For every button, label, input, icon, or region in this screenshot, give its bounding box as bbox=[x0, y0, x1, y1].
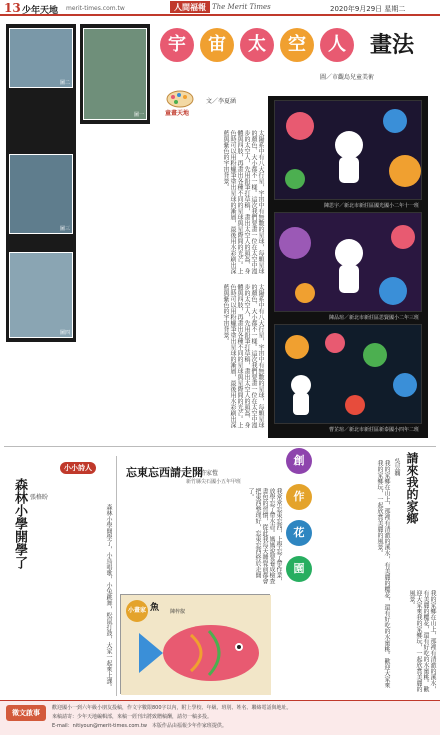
photo-4 bbox=[9, 252, 73, 338]
photo-strip bbox=[6, 24, 76, 342]
story-school: 新竹縣尖石國小五年甲班 bbox=[186, 479, 242, 485]
fish-title: 魚 bbox=[150, 603, 160, 613]
feature-body-upper: 太陽系中有八大行星，宇宙中有無數的星球，每顆星球的顏色、大小都不一樣。這次我們要畫一位在太空中漫步的太空人，先用鉛筆打草稿，畫出太空人的頭盔、身體與四肢，再畫出各種不同的星球與星際間的光芒。上色時可以用粉蠟筆塗出星球的漸層，最後用水彩刷出深藍與紫色的宇宙背景。 bbox=[222, 130, 264, 274]
astronaut-artwork bbox=[275, 213, 423, 313]
palette-icon bbox=[165, 90, 195, 108]
column-divider bbox=[116, 456, 117, 696]
issue-date: 2020年9月29日 星期二 bbox=[330, 5, 406, 13]
title-tail: 畫法 bbox=[370, 32, 415, 58]
footer-line: 來稿請寄：少年天地編輯部，來稿一經刊出將致贈稿酬，請勿一稿多投。 bbox=[52, 714, 213, 720]
footer-line: 歡迎國小一到六年級小朋友投稿，作文字數限800字以內，附上學校、年級、班別、姓名、聯絡電話與地址。 bbox=[52, 705, 292, 711]
photo-3 bbox=[9, 154, 73, 234]
artwork-caption: 曹芷瑄／新北市新莊區新泰國小四年二班 bbox=[328, 427, 419, 433]
feature-body-lower: 太陽系中有八大行星，宇宙中有無數的星球，每顆星球的顏色、大小都不一樣。這次我們要畫一位在太空中漫步的太空人，先用鉛筆打草稿，畫出太空人的頭盔、身體與四肢，再畫出各種不同的星球與星際間的光芒。上色時可以用粉蠟筆塗出星球的漸層，最後用水彩刷出深藍與紫色的宇宙背景。 bbox=[222, 284, 264, 428]
section-title: 少年天地 bbox=[22, 6, 59, 16]
feature-author: 文／李夏涵 bbox=[206, 98, 237, 105]
feature-title bbox=[160, 28, 428, 76]
photo-caption: 圖四 bbox=[59, 330, 70, 336]
artwork-3 bbox=[274, 324, 422, 433]
photo-1 bbox=[9, 28, 73, 88]
site-url[interactable]: merit-times.com.tw bbox=[66, 5, 125, 12]
poem-title: 森林小學開學了 bbox=[12, 478, 27, 569]
masthead-logo: 人間福報 bbox=[170, 1, 210, 13]
footer-badge: 徵文啟事 bbox=[6, 705, 46, 721]
photo-strip-2 bbox=[80, 24, 150, 124]
right-story-title: 請來我的家鄉 bbox=[405, 452, 419, 524]
poem-badge: 小小詩人 bbox=[60, 462, 96, 474]
photo-caption: 圖三 bbox=[59, 226, 70, 232]
creative-garden-char: 創 bbox=[286, 448, 312, 474]
footer-line[interactable]: E-mail：nitiyoun@merit-times.com.tw 本版作品由福報少年作家班提供。 bbox=[52, 723, 227, 729]
figure-credit: 圖／市觀島兒童美術 bbox=[320, 74, 375, 81]
story-body: 我常常忘東忘西，上學忘了帶作業，放學忘了帶水壺。媽媽說要養成檢查書包的習慣，從此我每天睡覺前都會把東西整理好，忘東忘西終於走開了。 bbox=[247, 488, 282, 584]
creative-garden-char: 作 bbox=[286, 484, 312, 510]
artwork-2 bbox=[274, 212, 422, 321]
column-label: 童畫天地 bbox=[165, 110, 190, 117]
right-story-body: 我的家鄉在山上，那裡有清澈的溪水，有美麗的櫻花，還有好吃的水蜜桃。歡迎大家來我的家鄉玩，一起欣賞美麗的風景。 bbox=[376, 460, 390, 688]
photo-2 bbox=[83, 28, 147, 120]
artwork-caption: 陳思宇／新北市新莊區國光國小二年十一班 bbox=[323, 203, 419, 209]
story-author: 許家愷 bbox=[200, 470, 219, 477]
artwork-1 bbox=[274, 100, 422, 209]
title-char: 宇 bbox=[160, 28, 194, 62]
masthead-english: The Merit Times bbox=[212, 3, 271, 11]
title-char: 空 bbox=[280, 28, 314, 62]
photo-caption: 圖一 bbox=[133, 112, 144, 118]
astronaut-artwork bbox=[275, 101, 423, 201]
poem-author: 張格盼 bbox=[30, 494, 49, 501]
fish-author: 陳梓叡 bbox=[170, 609, 186, 615]
section-divider bbox=[4, 446, 436, 447]
artwork-caption: 陳品瑄／新北市新莊區思賢國小二年三班 bbox=[328, 315, 419, 321]
right-story-author: 吳昱嫻 bbox=[393, 458, 400, 476]
feature-body-top bbox=[155, 120, 265, 128]
poem-body: 森林小學開學了，小鳥唱歌，小兔跳舞，松鼠打鼓，大家一起來上課。 bbox=[105, 504, 112, 690]
title-char: 宙 bbox=[200, 28, 234, 62]
creative-garden-char: 花 bbox=[286, 520, 312, 546]
story-title: 忘東忘西請走開 bbox=[126, 466, 203, 479]
creative-garden-char: 園 bbox=[286, 556, 312, 582]
title-char: 人 bbox=[320, 28, 354, 62]
page-number: 13 bbox=[4, 1, 21, 15]
title-char: 太 bbox=[240, 28, 274, 62]
artwork-panel bbox=[268, 96, 428, 438]
photo-caption: 圖二 bbox=[59, 80, 70, 86]
fish-badge: 小畫家 bbox=[126, 600, 148, 622]
right-story-body-2: 我的家鄉在山上，那裡有清澈的溪水，有美麗的櫻花，還有好吃的水蜜桃。歡迎大家來我的家鄉玩，一起欣賞美麗的風景。 bbox=[408, 590, 436, 692]
column-badge bbox=[165, 90, 201, 118]
astronaut-artwork bbox=[275, 325, 423, 425]
